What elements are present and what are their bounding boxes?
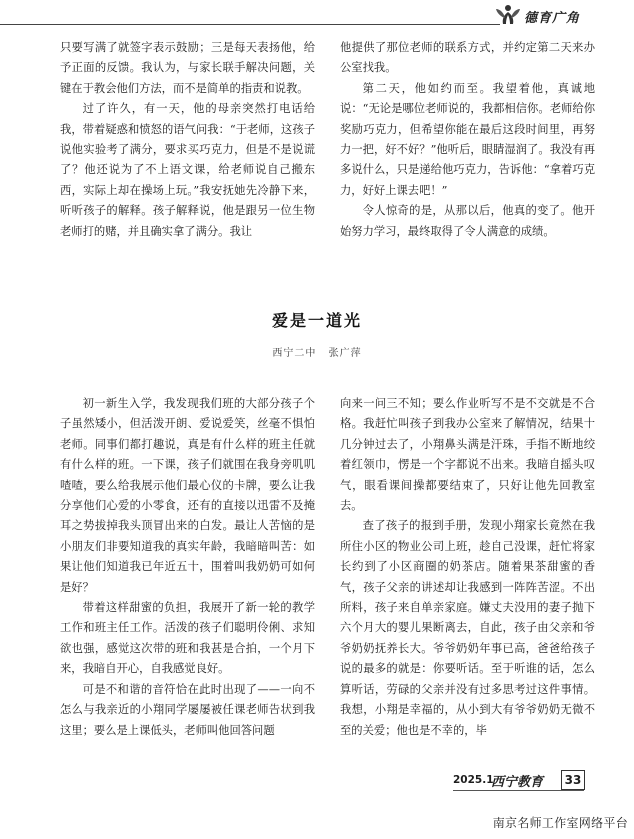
paragraph: 过了许久，有一天，他的母亲突然打电话给我，带着疑惑和愤怒的语气问我：“于老师，这孩子说他实验考了满分，要求买巧克力，但是不是说谎了？他还说为了不上语文课，给老师说自己搬东西，实际上却在操场上玩。”我安抚她先冷静下来，听听孩子的解释。孩子解释说，他是跟另一位生物老师打的赌，并且确实拿了满分。我让 bbox=[60, 102, 315, 238]
watermark: 南京名师工作室网络平台 bbox=[492, 816, 628, 830]
paragraph: 初一新生入学，我发现我们班的大部分孩子个子虽然矮小，但活泼开朗、爱说爱笑，丝毫不惧怕老师。同事们都打趣说，真是有什么样的班主任就有什么样的班。一下课，孩子们就围在我身旁叽叽喳喳，要么给我展示他们最心仪的卡牌，要么让我分享他们心爱的小零食，还有的直接以迅雷不及掩耳之势拔掉我头顶冒出来的白发。最让人苦恼的是小朋友们非要知道我的真实年龄，我暗暗叫苦：如果让他们知道我已年近五十，围着叫我奶奶可如何是好？ bbox=[60, 397, 315, 594]
issue-number: 2025.1 bbox=[453, 774, 494, 786]
page-footer bbox=[0, 768, 634, 796]
header-rule bbox=[0, 24, 500, 25]
paragraph: 带着这样甜蜜的负担，我展开了新一轮的教学工作和班主任工作。活泼的孩子们聪明伶俐、求知欲也强，感觉这次带的班和我甚是合拍，一个月下来，我暗自开心，自我感觉良好。 bbox=[60, 601, 315, 676]
article-left-column bbox=[60, 394, 315, 741]
page-number: 33 bbox=[561, 770, 585, 790]
section-label: 德育广角 bbox=[524, 11, 581, 26]
article-title: 爱是一道光 bbox=[271, 311, 362, 330]
paragraph: 只要写满了就签字表示鼓励；三是每天表扬他，给予正面的反馈。我认为，与家长联手解决问题，关键在于教会他们方法，而不是简单的指责和说教。 bbox=[60, 41, 315, 95]
magazine-name: 西宁教育 bbox=[491, 775, 544, 790]
figure-with-leaves-logo-icon bbox=[494, 3, 522, 25]
paragraph: 他提供了那位老师的联系方式，并约定第二天来办公室找我。 bbox=[340, 41, 595, 75]
paragraph: 可是不和谐的音符恰在此时出现了——一向不怎么与我亲近的小翔同学屡屡被任课老师告状到我这里；要么是上课低头，老师叫他回答问题 bbox=[60, 682, 315, 737]
article-author: 西宁二中 张广萍 bbox=[272, 348, 362, 359]
footer-rule bbox=[453, 790, 584, 791]
paragraph: 查了孩子的报到手册，发现小翔家长竟然在我所住小区的物业公司上班，趁自己没课，赶忙将家长约到了小区商圈的奶茶店。随着果茶甜蜜的香气，孩子父亲的讲述却让我感到一阵阵苦涩。不出所料，孩子来自单亲家庭。嫌丈夫没用的妻子抛下六个月大的婴儿果断离去，自此，孩子由父亲和爷爷奶奶抚养长大。爷爷奶奶年事已高，爸爸给孩子说的最多的就是：你要听话。至于听谁的话，怎么算听话，劳碌的父亲并没有过多思考过这件事情。我想，小翔是幸福的，从小到大有爷爷奶奶无微不至的关爱；他也是不幸的，毕 bbox=[340, 519, 595, 737]
paragraph: 第二天，他如约而至。我望着他，真诚地说：“无论是哪位老师说的，我都相信你。老师给你奖励巧克力，但希望你能在最后这段时间里，再努力一把，好不好？”他听后，眼睛湿润了。我没有再多说什么，只是递给他巧克力，告诉他：“拿着巧克力，好好上课去吧！” bbox=[340, 81, 595, 197]
page-header bbox=[0, 0, 634, 30]
article-right-column bbox=[340, 394, 595, 741]
top-left-column bbox=[60, 38, 315, 242]
paragraph: 令人惊奇的是，从那以后，他真的变了。他开始努力学习，最终取得了令人满意的成绩。 bbox=[340, 204, 595, 238]
paragraph: 向来一问三不知；要么作业听写不是不交就是不合格。我赶忙叫孩子到我办公室来了解情况，结果十几分钟过去了，小翔鼻头满是汗珠，手指不断地绞着红领巾，愣是一个字都说不出来。我暗自摇头叹气，眼看课间操都要结束了，只好让他先回教室去。 bbox=[340, 397, 595, 513]
top-right-column bbox=[340, 38, 595, 242]
